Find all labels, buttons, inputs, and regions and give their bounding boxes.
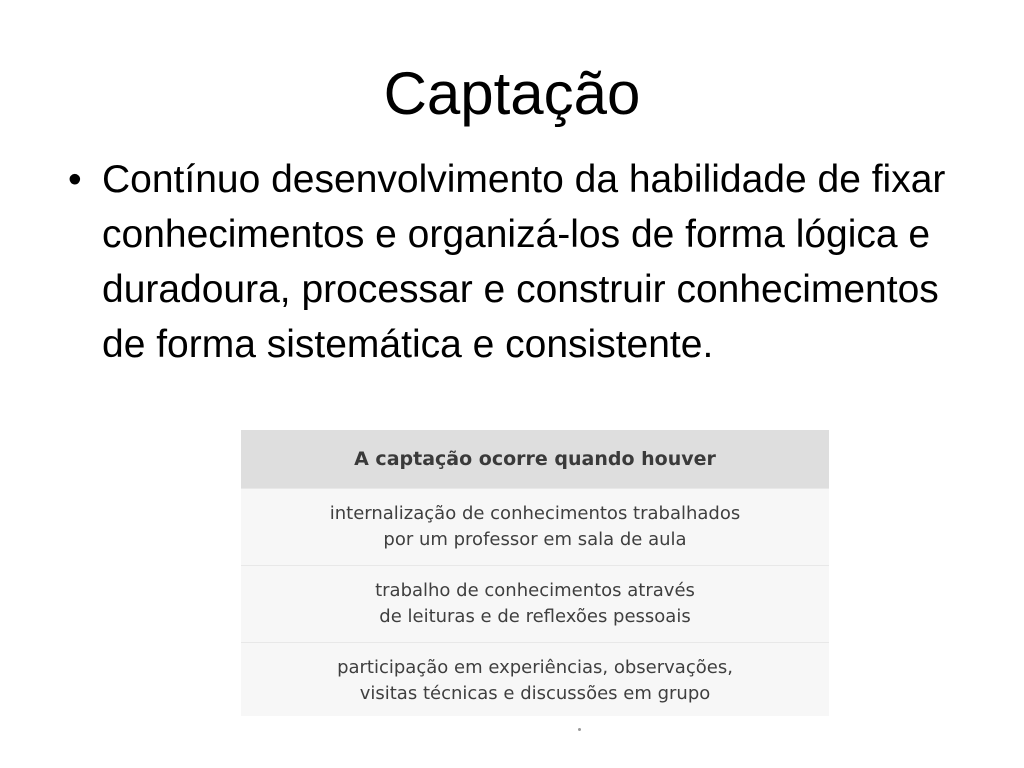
scanned-table-image [241,430,829,716]
scanned-table-row-text: participação em experiências, observações, visitas técnicas e discussões em grupo [337,657,733,704]
scanned-table-header: A captação ocorre quando houver [241,430,829,488]
bullet-item [68,152,948,372]
scanned-table-row-text: internalização de conhecimentos trabalhados por um professor em sala de aula [329,503,741,550]
bullet-list [68,152,948,372]
scan-speck [578,728,581,731]
scanned-table-row [241,488,829,565]
scanned-table-row [241,642,829,716]
slide-title: Captação [383,60,641,127]
bullet-marker: • [68,158,82,201]
scanned-table-row [241,565,829,642]
bullet-text: Contínuo desenvolvimento da habilidade de fixar conhecimentos e organizá-los de forma lógica e duradoura, processar e construir conhecimentos de forma sistemática e consistente. [102,158,946,366]
scanned-table-row-text: trabalho de conhecimentos através de leituras e de reflexões pessoais [375,580,695,627]
